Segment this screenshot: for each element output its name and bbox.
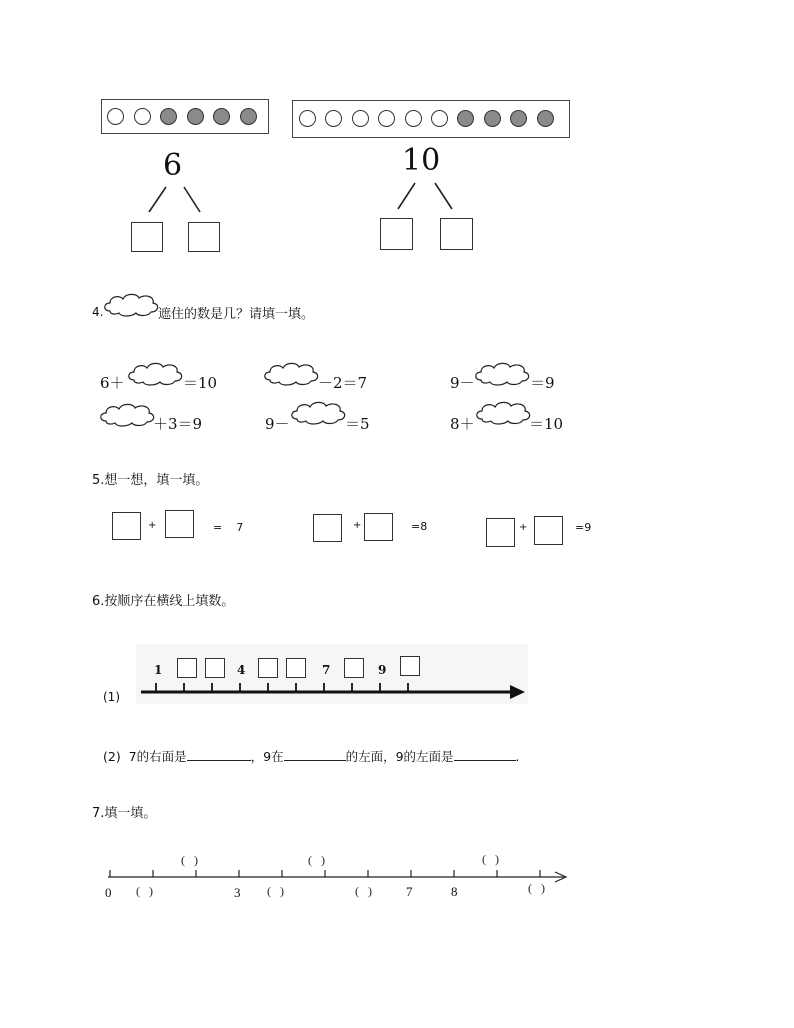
cloud-icon[interactable]: [289, 400, 347, 426]
number-line-arrow: [135, 680, 535, 704]
q6-part2-text-c: 的左面，9的左面是: [345, 749, 454, 764]
seq-box[interactable]: [205, 658, 225, 678]
seq-box[interactable]: [400, 656, 420, 676]
q4-eq3-right: ＝9: [530, 374, 555, 392]
q4-eq6-right: ＝10: [529, 415, 564, 433]
bond-box-left-b[interactable]: [188, 222, 220, 252]
answer-paren[interactable]: ( ): [181, 853, 198, 867]
q4-instruction: 遮住的数是几？请填一填。: [158, 307, 315, 322]
q5-plus: +: [519, 522, 528, 533]
answer-paren[interactable]: ( ): [355, 884, 372, 898]
seq-number-4: 4: [237, 663, 246, 677]
q4-eq3-left: 9－: [450, 374, 475, 392]
q4-eq5-right: ＝5: [345, 415, 370, 433]
bond-box-right-a[interactable]: [380, 218, 413, 250]
q5-plus: +: [353, 520, 362, 531]
q5-box-1a[interactable]: [112, 512, 141, 540]
q4-eq2-right: －2＝7: [318, 374, 368, 392]
ruler-label-0: 0: [105, 885, 112, 900]
q5-result-3: =9: [575, 521, 592, 534]
q6-part2-end: .: [515, 749, 520, 764]
cloud-icon[interactable]: [262, 361, 320, 387]
cloud-icon[interactable]: [473, 361, 531, 387]
cloud-icon[interactable]: [98, 402, 156, 428]
answer-paren[interactable]: ( ): [482, 852, 499, 866]
answer-paren[interactable]: ( ): [528, 881, 545, 895]
ruler-label-3: 3: [234, 885, 241, 900]
q4-eq5-left: 9－: [265, 415, 290, 433]
answer-paren[interactable]: ( ): [267, 884, 284, 898]
cloud-icon: [102, 292, 160, 318]
bond-box-right-b[interactable]: [440, 218, 473, 250]
ruler-label-7: 7: [406, 884, 413, 899]
q5-box-3b[interactable]: [534, 516, 563, 545]
q6-part2-label: (2): [103, 749, 121, 764]
q5-box-2a[interactable]: [313, 514, 342, 542]
q4-eq1-left: 6＋: [100, 374, 125, 392]
seq-number-7: 7: [322, 663, 331, 677]
answer-paren[interactable]: ( ): [308, 853, 325, 867]
q5-result-1: = 7: [213, 521, 244, 534]
answer-paren[interactable]: ( ): [136, 884, 153, 898]
seq-box[interactable]: [258, 658, 278, 678]
seq-number-1: 1: [154, 663, 163, 677]
q4-eq1-right: ＝10: [183, 374, 218, 392]
q5-box-3a[interactable]: [486, 518, 515, 547]
seq-box[interactable]: [344, 658, 364, 678]
q5-box-2b[interactable]: [364, 513, 393, 541]
answer-blank[interactable]: [284, 747, 346, 761]
bond-total-left: 6: [163, 148, 183, 183]
seq-number-9: 9: [378, 663, 387, 677]
q6-part2-text-b: ，9在: [250, 749, 284, 764]
answer-blank[interactable]: [454, 747, 516, 761]
q5-result-2: =8: [411, 520, 428, 533]
q4-eq4-right: ＋3＝9: [153, 415, 203, 433]
seq-box[interactable]: [286, 658, 306, 678]
q5-title: 5.想一想，填一填。: [92, 473, 209, 488]
q6-part2-text-a: 7的右面是: [128, 749, 187, 764]
answer-blank[interactable]: [187, 747, 251, 761]
q5-plus: +: [148, 520, 157, 531]
ruler-line: [100, 862, 580, 892]
cloud-icon[interactable]: [474, 400, 532, 426]
q6-part1-label: (1): [103, 690, 120, 704]
q4-number: 4.: [92, 305, 104, 319]
q4-eq6-left: 8＋: [450, 415, 475, 433]
cloud-icon[interactable]: [126, 361, 184, 387]
bond-box-left-a[interactable]: [131, 222, 163, 252]
q6-part2: [103, 747, 520, 765]
bond-total-right: 10: [402, 143, 441, 178]
seq-box[interactable]: [177, 658, 197, 678]
q7-title: 7.填一填。: [92, 806, 157, 821]
q6-title: 6.按顺序在横线上填数。: [92, 594, 235, 609]
ruler-label-8: 8: [451, 884, 458, 899]
q5-box-1b[interactable]: [165, 510, 194, 538]
